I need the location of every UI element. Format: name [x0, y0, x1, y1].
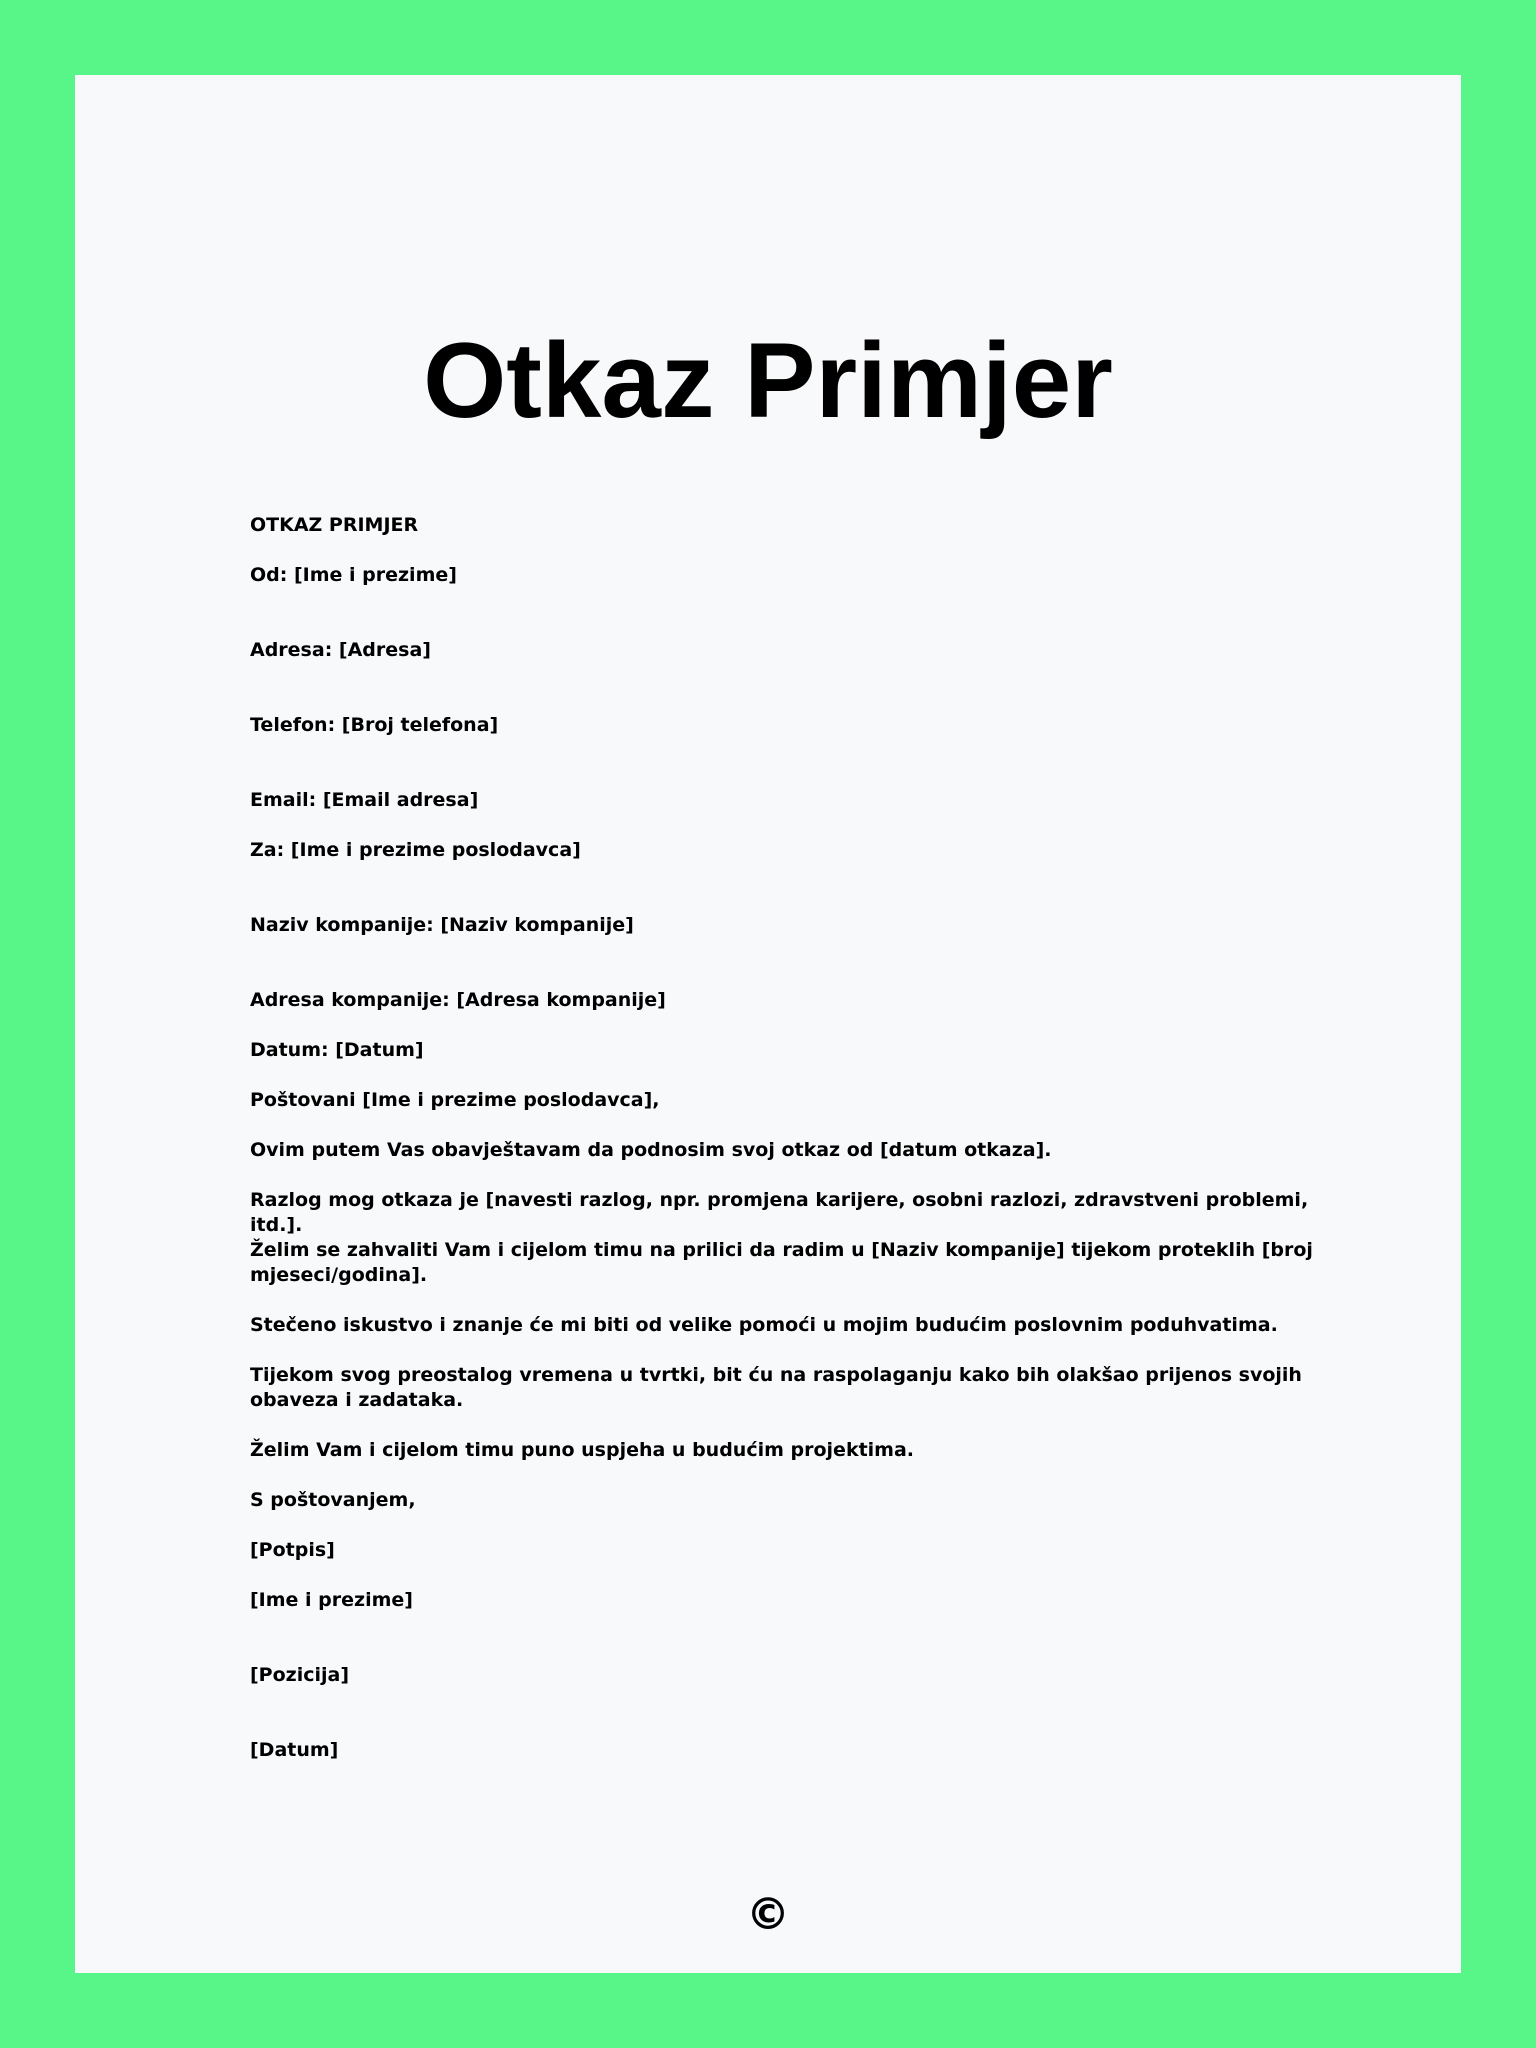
- salutation: Poštovani [Ime i prezime poslodavca],: [250, 1089, 660, 1111]
- signer-date: [Datum]: [250, 1739, 339, 1761]
- closing: S poštovanjem,: [250, 1489, 416, 1511]
- letter-heading: OTKAZ PRIMJER: [250, 514, 419, 536]
- recipient-company: Naziv kompanije: [Naziv kompanije]: [250, 914, 634, 936]
- paragraph: Razlog mog otkaza je [navesti razlog, npr. promjena karijere, osobni razlozi, zdravstveni problemi, itd.].: [250, 1189, 1309, 1236]
- paragraph: Želim Vam i cijelom timu puno uspjeha u budućim projektima.: [250, 1439, 915, 1461]
- signer-name: [Ime i prezime]: [250, 1589, 413, 1611]
- sender-address: Adresa: [Adresa]: [250, 639, 431, 661]
- copyright-icon: ©: [746, 1889, 790, 1940]
- page-title: Otkaz Primjer: [423, 320, 1113, 440]
- signer-position: [Pozicija]: [250, 1664, 350, 1686]
- sender-name: Od: [Ime i prezime]: [250, 564, 457, 586]
- recipient-company-address: Adresa kompanije: [Adresa kompanije]: [250, 989, 666, 1011]
- paragraph: Ovim putem Vas obavještavam da podnosim svoj otkaz od [datum otkaza].: [250, 1139, 1052, 1161]
- recipient-name: Za: [Ime i prezime poslodavca]: [250, 839, 581, 861]
- letter-date: Datum: [Datum]: [250, 1039, 424, 1061]
- document-page: [75, 75, 1461, 1973]
- sender-phone: Telefon: [Broj telefona]: [250, 714, 499, 736]
- paragraph: Želim se zahvaliti Vam i cijelom timu na prilici da radim u [Naziv kompanije] tijekom proteklih [broj mjeseci/godina].: [250, 1239, 1313, 1286]
- sender-email: Email: [Email adresa]: [250, 789, 479, 811]
- signature: [Potpis]: [250, 1539, 335, 1561]
- paragraph: Stečeno iskustvo i znanje će mi biti od velike pomoći u mojim budućim poslovnim poduhvatima.: [250, 1314, 1278, 1336]
- paragraph: Tijekom svog preostalog vremena u tvrtki, bit ću na raspolaganju kako bih olakšao prijenos svojih obaveza i zadataka.: [250, 1364, 1302, 1411]
